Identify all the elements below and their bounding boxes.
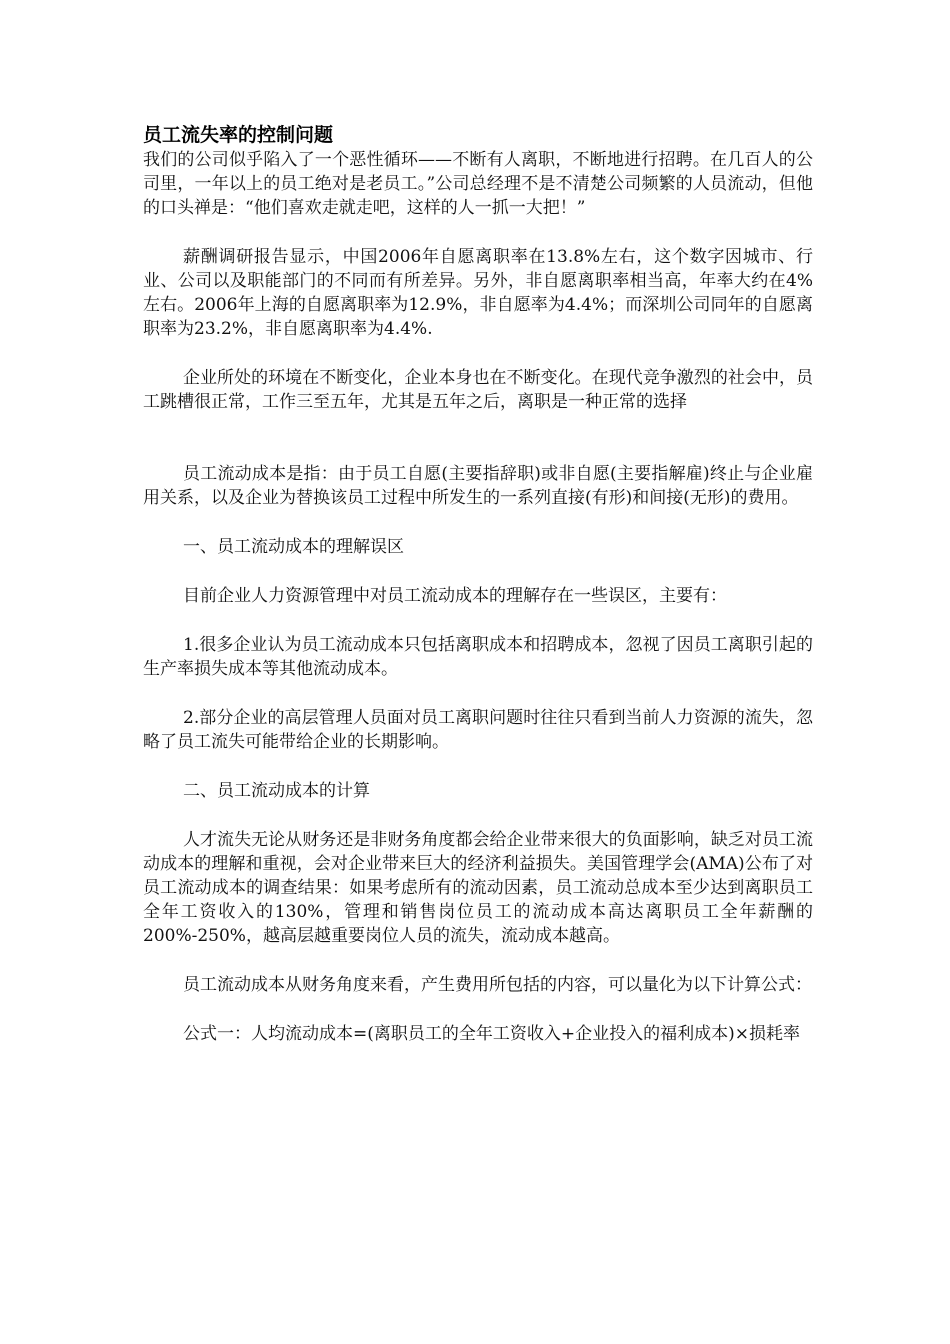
salary-survey-paragraph: 薪酬调研报告显示，中国2006年自愿离职率在13.8%左右，这个数字因城市、行业、公司以及职能部门的不同而有所差异。另外，非自愿离职率相当高，年率大约在4%左右。2006年上海的自愿离职率为12.9%，非自愿率为4.4%；而深圳公司同年的自愿离职率为23.2%，非自愿离职率为4.4%.	[143, 247, 813, 339]
environment-paragraph: 企业所处的环境在不断变化，企业本身也在不断变化。在现代竞争激烈的社会中，员工跳槽很正常，工作三至五年，尤其是五年之后，离职是一种正常的选择	[143, 368, 813, 412]
misconception-item-2: 2.部分企业的高层管理人员面对员工离职问题时往往只看到当前人力资源的流失，忽略了员工流失可能带给企业的长期影响。	[143, 708, 813, 752]
intro-paragraph: 我们的公司似乎陷入了一个恶性循环——不断有人离职，不断地进行招聘。在几百人的公司里，一年以上的员工绝对是老员工。”公司总经理不是不清楚公司频繁的人员流动，但他的口头禅是：“他们喜欢走就走吧，这样的人一抓一大把！”	[143, 150, 813, 218]
formula-one: 公式一：人均流动成本=(离职员工的全年工资收入+企业投入的福利成本)×损耗率	[183, 1024, 800, 1044]
turnover-cost-definition: 员工流动成本是指：由于员工自愿(主要指辞职)或非自愿(主要指解雇)终止与企业雇用关系，以及企业为替换该员工过程中所发生的一系列直接(有形)和间接(无形)的费用。	[143, 464, 813, 508]
financial-view-paragraph: 员工流动成本从财务角度来看，产生费用所包括的内容，可以量化为以下计算公式：	[183, 975, 812, 995]
misconception-item-1: 1.很多企业认为员工流动成本只包括离职成本和招聘成本，忽视了因员工离职引起的生产率损失成本等其他流动成本。	[143, 635, 813, 679]
section-heading-calculation: 二、员工流动成本的计算	[183, 781, 370, 801]
misconceptions-intro: 目前企业人力资源管理中对员工流动成本的理解存在一些误区，主要有：	[183, 586, 727, 606]
document-title: 员工流失率的控制问题	[143, 124, 334, 146]
document-body	[143, 122, 813, 1046]
talent-loss-paragraph: 人才流失无论从财务还是非财务角度都会给企业带来很大的负面影响，缺乏对员工流动成本的理解和重视，会对企业带来巨大的经济利益损失。美国管理学会(AMA)公布了对员工流动成本的调查结果：如果考虑所有的流动因素，员工流动总成本至少达到离职员工全年工资收入的130%，管理和销售岗位员工的流动成本高达离职员工全年薪酬的200%-250%，越高层越重要岗位人员的流失，流动成本越高。	[143, 830, 813, 946]
section-heading-misconceptions: 一、员工流动成本的理解误区	[183, 537, 404, 557]
